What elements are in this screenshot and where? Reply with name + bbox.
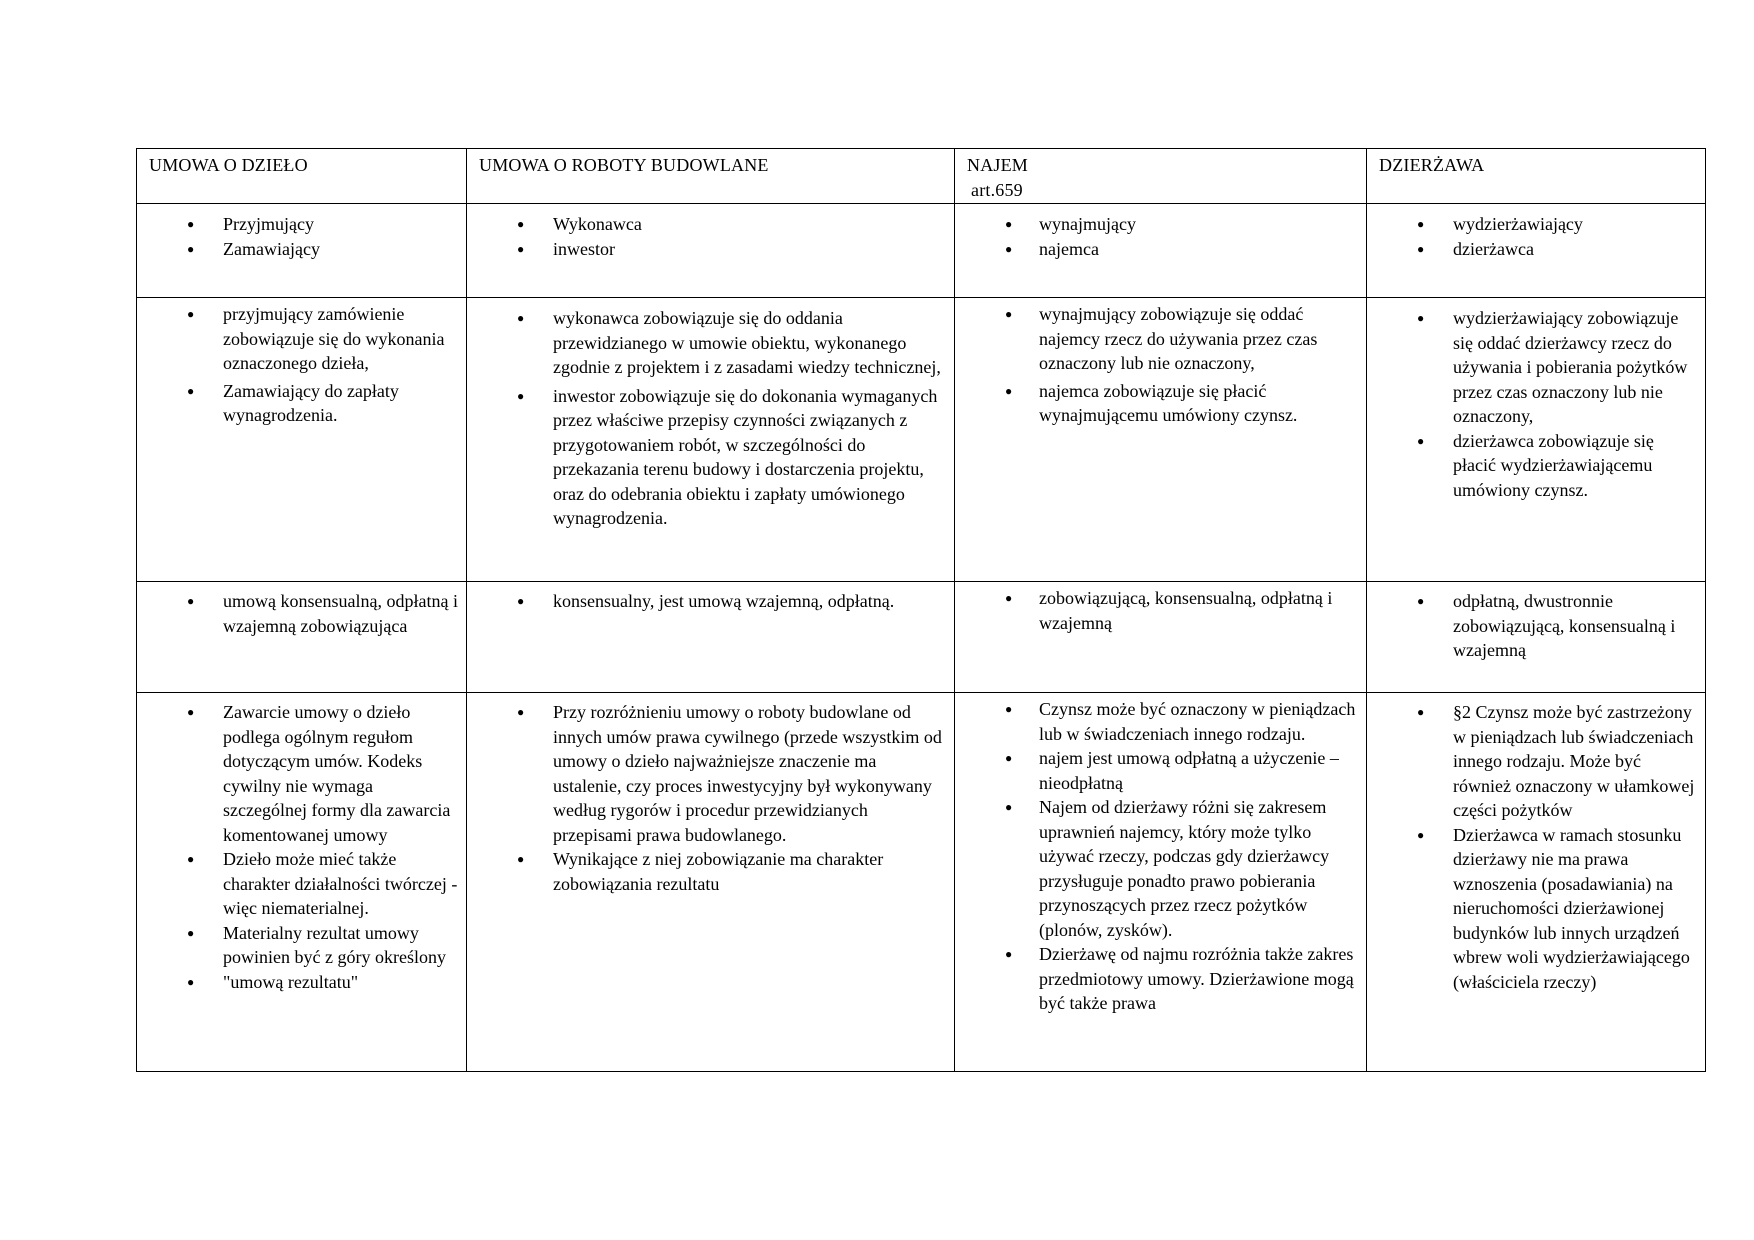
table-row	[137, 693, 1706, 1072]
list-item: ● wydzierżawiający	[1367, 212, 1705, 237]
list-item: ● Czynsz może być oznaczony w pieniądzach lub w świadczeniach innego rodzaju.	[955, 697, 1366, 746]
header-row	[137, 149, 1706, 204]
list-item: ● Zawarcie umowy o dzieło podlega ogólnym regułom dotyczącym umów. Kodeks cywilny nie wymaga szczególnej formy dla zawarcia komentowanej umowy	[137, 700, 466, 847]
list-item: ● wynajmujący	[955, 212, 1366, 237]
table-cell	[1367, 298, 1706, 582]
header-cell	[1367, 149, 1706, 204]
list-item: ● §2 Czynsz może być zastrzeżony w pieniądzach lub świadczeniach innego rodzaju. Może być również oznaczony w ułamkowej części pożytków	[1367, 700, 1705, 823]
list-item: ● Przy rozróżnieniu umowy o roboty budowlane od innych umów prawa cywilnego (przede wszystkim od umowy o dzieło najważniejsze znaczenie ma ustalenie, czy proces inwestycyjny był wykonywany według rygorów i procedur przewidzianych przepisami prawa budowlanego.	[467, 700, 954, 847]
header-title: NAJEM	[967, 155, 1029, 175]
header-cell	[955, 149, 1367, 204]
table-row	[137, 298, 1706, 582]
list-item: ● Zamawiający do zapłaty wynagrodzenia.	[137, 379, 466, 428]
list-item: ● konsensualny, jest umową wzajemną, odpłatną.	[467, 589, 954, 614]
table-cell	[467, 298, 955, 582]
table-cell	[1367, 582, 1706, 693]
contracts-comparison-table	[136, 148, 1706, 1072]
table-cell	[1367, 204, 1706, 298]
list-item: ● Przyjmujący	[137, 212, 466, 237]
list-item: ● inwestor zobowiązuje się do dokonania wymaganych przez właściwe przepisy czynności związanych z przygotowaniem robót, w szczególności do przekazania terenu budowy i dostarczenia projektu, oraz do odebrania obiektu i zapłaty umówionego wynagrodzenia.	[467, 384, 954, 531]
list-item: ● umową konsensualną, odpłatną i wzajemną zobowiązująca	[137, 589, 466, 638]
list-item: ● Wynikające z niej zobowiązanie ma charakter zobowiązania rezultatu	[467, 847, 954, 896]
list-item: ● najem jest umową odpłatną a użyczenie – nieodpłatną	[955, 746, 1366, 795]
list-item: ● wykonawca zobowiązuje się do oddania przewidzianego w umowie obiektu, wykonanego zgodnie z projektem i z zasadami wiedzy technicznej,	[467, 306, 954, 380]
header-title: UMOWA O ROBOTY BUDOWLANE	[479, 155, 769, 175]
table-cell	[137, 204, 467, 298]
table-cell	[955, 298, 1367, 582]
table-cell	[1367, 693, 1706, 1072]
table-cell	[137, 693, 467, 1072]
list-item: ● wydzierżawiający zobowiązuje się oddać dzierżawcy rzecz do używania i pobierania pożytków przez czas oznaczony lub nie oznaczony,	[1367, 306, 1705, 429]
table-cell	[955, 693, 1367, 1072]
list-item: ● dzierżawca zobowiązuje się płacić wydzierżawiającemu umówiony czynsz.	[1367, 429, 1705, 503]
table-row	[137, 582, 1706, 693]
list-item: ● dzierżawca	[1367, 237, 1705, 262]
table-cell	[137, 582, 467, 693]
list-item: ● przyjmujący zamówienie zobowiązuje się do wykonania oznaczonego dzieła,	[137, 302, 466, 376]
header-cell	[137, 149, 467, 204]
list-item: ● Dzierżawę od najmu rozróżnia także zakres przedmiotowy umowy. Dzierżawione mogą być także prawa	[955, 942, 1366, 1016]
list-item: ● zobowiązującą, konsensualną, odpłatną i wzajemną	[955, 586, 1366, 635]
table-cell	[955, 582, 1367, 693]
table-cell	[137, 298, 467, 582]
table-cell	[467, 204, 955, 298]
list-item: ● Materialny rezultat umowy powinien być z góry określony	[137, 921, 466, 970]
table-cell	[467, 582, 955, 693]
list-item: ● Wykonawca	[467, 212, 954, 237]
table-cell	[467, 693, 955, 1072]
table-row	[137, 204, 1706, 298]
table-cell	[955, 204, 1367, 298]
list-item: ● najemca	[955, 237, 1366, 262]
list-item: ● Dzierżawca w ramach stosunku dzierżawy nie ma prawa wznoszenia (posadawiania) na nieruchomości dzierżawionej budynków lub innych urządzeń wbrew woli wydzierżawiającego (właściciela rzeczy)	[1367, 823, 1705, 995]
header-title: DZIERŻAWA	[1379, 155, 1485, 175]
list-item: ● odpłatną, dwustronnie zobowiązującą, konsensualną i wzajemną	[1367, 589, 1705, 663]
list-item: ● Dzieło może mieć także charakter działalności twórczej - więc niematerialnej.	[137, 847, 466, 921]
header-title: UMOWA O DZIEŁO	[149, 155, 308, 175]
list-item: ● "umową rezultatu"	[137, 970, 466, 995]
list-item: ● Zamawiający	[137, 237, 466, 262]
list-item: ● Najem od dzierżawy różni się zakresem uprawnień najemcy, który może tylko używać rzeczy, podczas gdy dzierżawcy przysługuje ponadto prawo pobierania przynoszących przez rzecz pożytków (plonów, zysków).	[955, 795, 1366, 942]
list-item: ● najemca zobowiązuje się płacić wynajmującemu umówiony czynsz.	[955, 379, 1366, 428]
list-item: ● inwestor	[467, 237, 954, 262]
list-item: ● wynajmujący zobowiązuje się oddać najemcy rzecz do używania przez czas oznaczony lub nie oznaczony,	[955, 302, 1366, 376]
header-subtitle: art.659	[971, 179, 1023, 200]
header-cell	[467, 149, 955, 204]
